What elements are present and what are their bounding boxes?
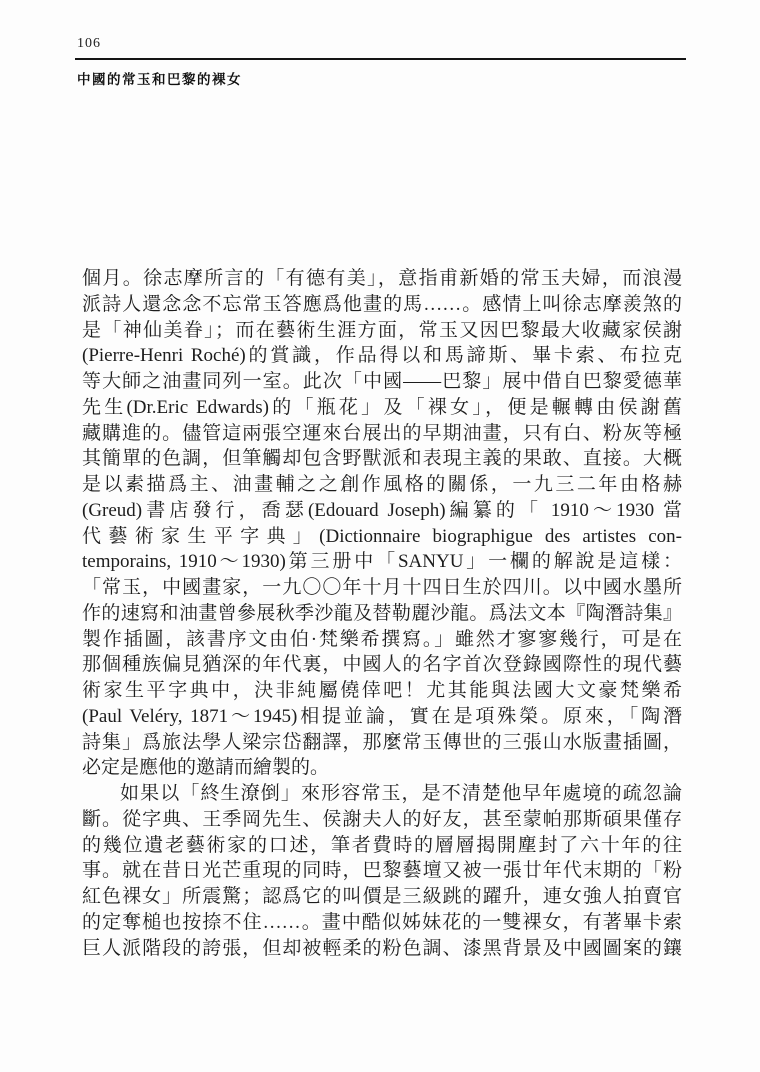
page-number: 106	[77, 36, 101, 51]
text-line: 等大師之油畫同列一室。此次「中國——巴黎」展中借自巴黎愛德華	[82, 371, 682, 392]
text-line: 如果以「終生潦倒」來形容常玉，是不清楚他早年處境的疏忽論	[120, 783, 682, 804]
text-line: (Greud)書店發行，喬瑟(Edouard Joseph)編纂的「 1910～1930 當	[82, 499, 682, 521]
header-rule-divider	[75, 58, 686, 60]
text-line: 斷。從字典、王季岡先生、侯謝夫人的好友，甚至蒙帕那斯碩果僅存	[82, 808, 682, 830]
text-line: 巨人派階段的誇張，但却被輕柔的粉色調、漆黑背景及中國圖案的鑲	[82, 937, 682, 959]
text-line: 是「神仙美眷」；而在藝術生涯方面，常玉又因巴黎最大收藏家侯謝	[82, 319, 682, 341]
text-line: 詩集」爲旅法學人梁宗岱翻譯，那麼常玉傳世的三張山水版畫插圖，	[82, 731, 682, 753]
text-line: temporains, 1910～1930)第三册中「SANYU」一欄的解說是這樣：	[82, 551, 682, 573]
text-line: 派詩人還念念不忘常玉答應爲他畫的馬……。感情上叫徐志摩羨煞的	[82, 293, 682, 315]
text-line: 個月。徐志摩所言的「有德有美」，意指甫新婚的常玉夫婦，而浪漫	[82, 268, 682, 289]
text-line: 藏購進的。儘管這兩張空運來台展出的早期油畫，只有白、粉灰等極	[82, 422, 682, 444]
text-line: 紅色裸女」所震驚；認爲它的叫價是三級跳的躍升，連女強人拍賣官	[82, 886, 682, 907]
text-line: 作的速寫和油畫曾參展秋季沙龍及替勒麗沙龍。爲法文本『陶潛詩集』	[82, 602, 682, 624]
text-line: 代藝術家生平字典」(Dictionnaire biographigue des artistes con-	[82, 525, 682, 547]
text-line: 製作插圖，該書序文由伯·梵樂希撰寫。」雖然才寥寥幾行，可是在	[82, 628, 682, 650]
running-header-title: 中國的常玉和巴黎的裸女	[77, 72, 242, 87]
text-line: 那個種族偏見猶深的年代裏，中國人的名字首次登錄國際性的現代藝	[82, 654, 682, 676]
text-line: (Pierre-Henri Roché)的賞識，作品得以和馬諦斯、畢卡索、布拉克	[82, 345, 682, 367]
text-line: 必定是應他的邀請而繪製的。	[82, 757, 330, 779]
text-line: 的幾位遺老藝術家的口述，筆者費時的層層揭開塵封了六十年的往	[82, 834, 682, 856]
text-line: 先生(Dr.Eric Edwards)的「瓶花」及「裸女」，便是輾轉由侯謝舊	[82, 396, 682, 418]
body-text	[82, 266, 682, 961]
text-line: 是以素描爲主、油畫輔之之創作風格的關係，一九三二年由格赫	[82, 474, 682, 495]
text-line: 其簡單的色調，但筆觸却包含野獸派和表現主義的果敢、直接。大概	[82, 448, 682, 470]
text-line: 「常玉，中國畫家，一九〇〇年十月十四日生於四川。以中國水墨所	[82, 577, 682, 598]
text-line: 的定奪槌也按捺不住……。畫中酷似姊妹花的一雙裸女，有著畢卡索	[82, 911, 682, 933]
text-line: 術家生平字典中，決非純屬僥倖吧！尤其能與法國大文豪梵樂希	[82, 680, 682, 701]
text-line: 事。就在昔日光芒重現的同時，巴黎藝壇又被一張廿年代末期的「粉	[82, 860, 682, 882]
text-line: (Paul Veléry, 1871～1945)相提並論，實在是項殊榮。原來，「陶潛	[82, 705, 682, 727]
